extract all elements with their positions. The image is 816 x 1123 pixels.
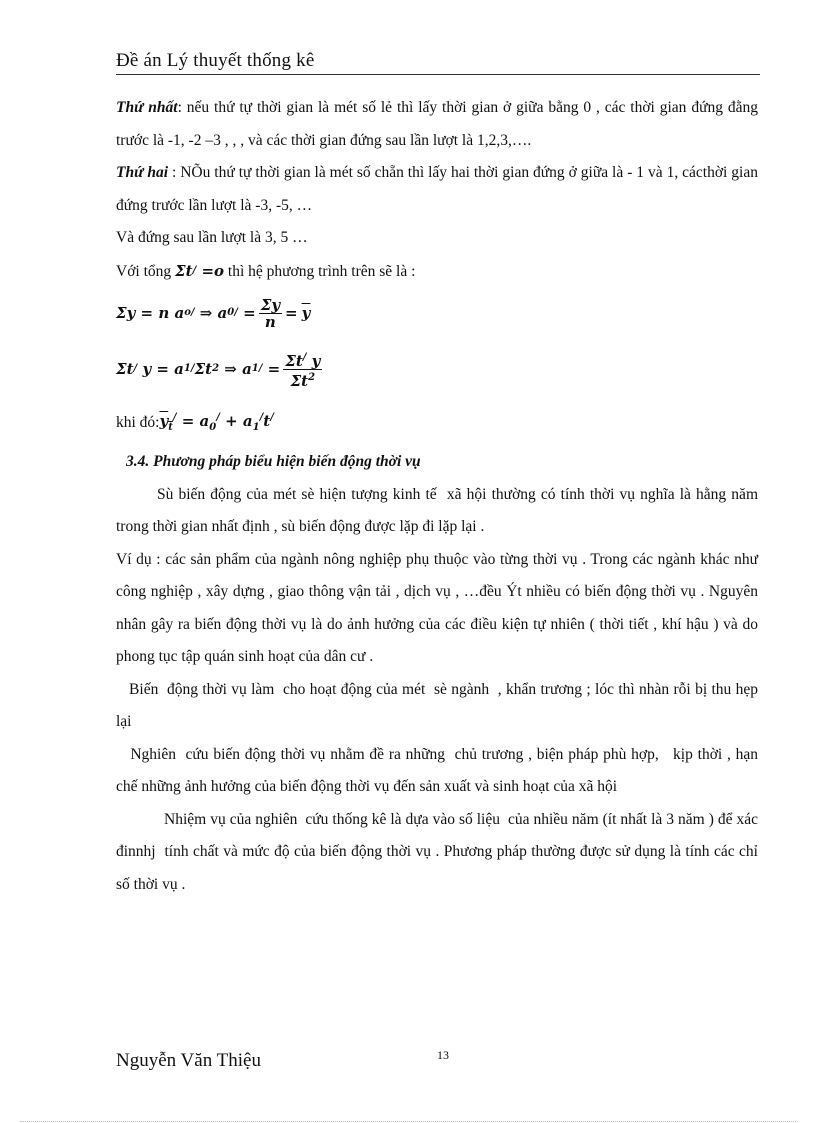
paragraph-seasonal-intro: Sù biến động của mét sè hiện tượng kinh tế xã hội thường có tính thời vụ nghĩa là hằng năm trong thời gian nhất định , sù biến động được lặp đi lặp lại . <box>116 485 762 535</box>
paragraph-effect: Biến động thời vụ làm cho hoạt động của mét sè ngành , khẩn trương ; lóc thì nhàn rỗi bị thu hẹp lại <box>116 680 762 730</box>
document-body <box>116 92 762 901</box>
equation-1: Σ y = n a o / ⇒ a 0 / = $\frac{\Sigma y}{n}$ = $\overline{y}$ <box>116 295 311 331</box>
page-number: 13 <box>437 1048 449 1062</box>
page-divider <box>20 1121 796 1122</box>
equation-sum-t: Σ t / = o <box>175 261 225 280</box>
paragraph-sum-condition: Với tổng Σ t / = o thì hệ phương trình trên sẽ là : <box>116 255 758 289</box>
paragraph-after: Và đứng sau lần lượt là 3, 5 … <box>116 229 308 246</box>
paragraph-task: Nhiệm vụ của nghiên cứu thống kê là dựa vào số liệu của nhiều năm (ít nhất là 3 năm ) để xác đinnhj tính chất và mức độ của biến động thời vụ . Phương pháp thường được sử dụng là tính các chỉ số thời vụ . <box>116 810 762 893</box>
section-heading: 3.4. Phương pháp biểu hiện biến động thời vụ <box>126 453 421 470</box>
equation-3: khi đó: $y_t^/ = a_0^/ + a_1^/t^/$ <box>116 411 274 433</box>
lead-second: Thứ hai <box>116 164 169 181</box>
footer-author: Nguyễn Văn Thiệu <box>116 1050 261 1071</box>
page-header <box>116 50 760 75</box>
lead-first: Thứ nhất <box>116 99 178 116</box>
header-title: Đề án Lý thuyết thống kê <box>116 50 315 71</box>
equation-2: Σ t / y = a 1 / Σ t 2 ⇒ a 1 / = $\frac{\Sigma t^/ y}{\Sigma t^2}$ <box>116 351 321 390</box>
paragraph-second-case: Thứ hai : NÕu thứ tự thời gian là mét số chẵn thì lấy hai thời gian đứng ở giữa là - 1 và 1, cácthời gian đứng trước lần lượt là -3, -5, … <box>116 164 758 214</box>
paragraph-first-case: Thứ nhất: nếu thứ tự thời gian là mét số lẻ thì lấy thời gian ở giữa bằng 0 , các thời gian đứng đằng trước là -1, -2 –3 , , , và các thời gian đứng sau lần lượt là 1,2,3,…. <box>116 99 758 149</box>
paragraph-example: Ví dụ : các sản phẩm của ngành nông nghiệp phụ thuộc vào từng thời vụ . Trong các ngành khác như công nghiệp , xây dựng , giao thông vận tải , dịch vụ , …đều Ýt nhiều có biến động thời vụ . Nguyên nhân gây ra biến động thời vụ là do ảnh hưởng của các điều kiện tự nhiên ( thời tiết , khí hậu ) và do phong tục tập quán sinh hoạt của dân cư . <box>116 550 758 665</box>
paragraph-research-purpose: Nghiên cứu biến động thời vụ nhằm đề ra những chủ trương , biện pháp phù hợp, kịp thời , hạn chế những ảnh hưởng của biến động thời vụ đến sản xuất và sinh hoạt của xã hội <box>116 745 762 795</box>
